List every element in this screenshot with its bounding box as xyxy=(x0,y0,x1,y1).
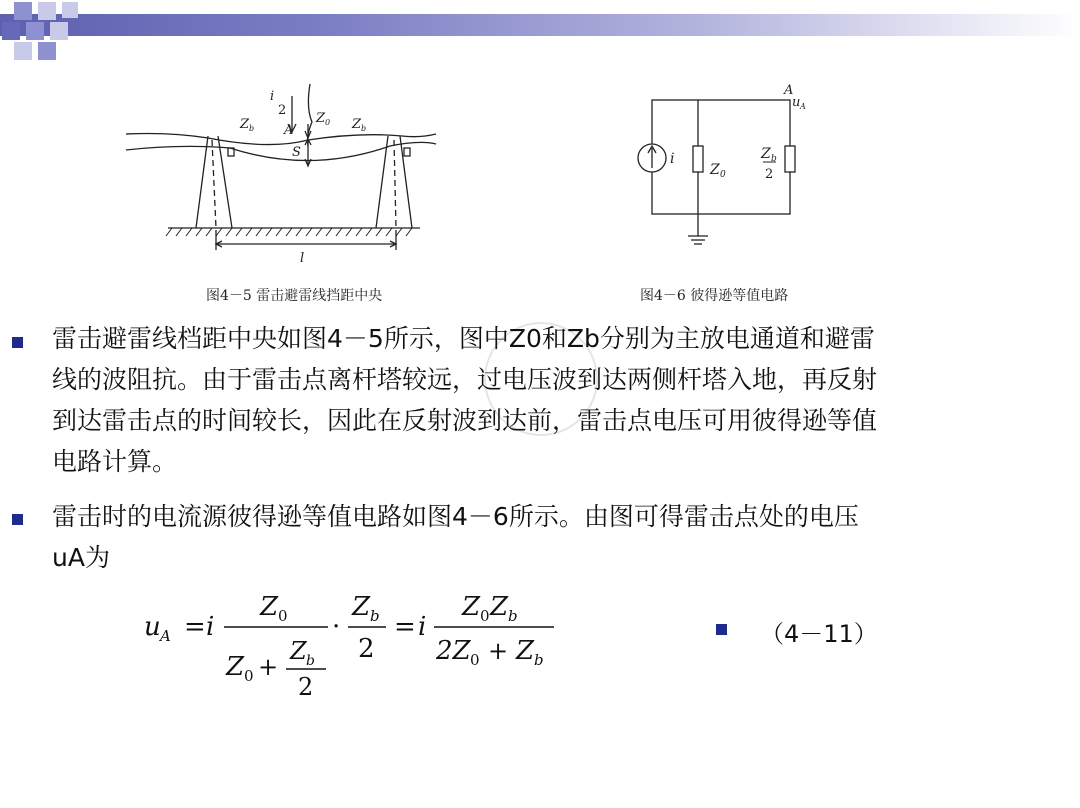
eq-f2-den: 2 xyxy=(358,634,375,664)
paragraph-1-line: 雷击避雷线档距中央如图4－5所示，图中Z0和Zb分别为主放电通道和避雷 xyxy=(52,324,875,353)
circuit-label-two: 2 xyxy=(765,167,774,182)
eq-f3-num-a-sub: 0 xyxy=(480,607,490,625)
eq-f1-den-b: Z xyxy=(290,637,307,665)
header-square xyxy=(38,42,56,60)
label-s: S xyxy=(292,145,301,160)
circuit-label-z0-sub: 0 xyxy=(720,170,726,180)
header-square xyxy=(2,22,20,40)
bullet-2 xyxy=(12,514,23,525)
eq-f3-den-a-sub: 0 xyxy=(470,651,480,669)
figure-right-caption: 图4－6 彼得逊等值电路 xyxy=(640,288,789,304)
eq-equals-1: = xyxy=(184,612,206,642)
eq-f1-num: Z xyxy=(260,592,279,622)
equation-4-11 xyxy=(140,585,580,705)
eq-i-1: i xyxy=(206,612,215,642)
header-bar xyxy=(0,14,1080,36)
paragraph-1-line: 到达雷击点的时间较长，因此在反射波到达前，雷击点电压可用彼得逊等值 xyxy=(52,406,878,435)
eq-f1-den-b-sub: b xyxy=(306,653,315,669)
paragraph-1-line: 线的波阻抗。由于雷击点离杆塔较远，过电压波到达两侧杆塔入地，再反射 xyxy=(52,365,878,394)
eq-f3-den-b: Z xyxy=(516,636,535,666)
header-square xyxy=(14,2,32,20)
label-zb-right-sub: b xyxy=(361,124,367,133)
circuit-label-ua: u xyxy=(792,95,801,110)
label-i-half-den: 2 xyxy=(278,103,287,118)
eq-dot: · xyxy=(332,612,341,642)
circuit-label-zb-sub: b xyxy=(771,154,777,164)
paragraph-2-line: 雷击时的电流源彼得逊等值电路如图4－6所示。由图可得雷击点处的电压 xyxy=(52,502,859,531)
label-zb-right: Z xyxy=(352,117,362,132)
equation-number: （4－11） xyxy=(760,620,878,648)
header-square xyxy=(38,2,56,20)
eq-f2-num: Z xyxy=(352,592,371,622)
label-z0-sub: 0 xyxy=(325,118,331,127)
eq-f3-plus: + xyxy=(488,637,509,665)
eq-f1-den-a: Z xyxy=(226,652,245,682)
label-zb-left-sub: b xyxy=(249,124,255,133)
bullet-1 xyxy=(12,337,23,348)
circuit-label-zb: Z xyxy=(761,146,771,162)
label-i-half: i xyxy=(270,89,275,104)
header-square xyxy=(14,42,32,60)
circuit-label-i: i xyxy=(670,151,675,167)
eq-f1-den-a-sub: 0 xyxy=(244,667,254,685)
eq-f3-num-b-sub: b xyxy=(508,607,518,625)
eq-i-2: i xyxy=(418,612,427,642)
paragraph-1-line: 电路计算。 xyxy=(52,447,178,476)
circuit-label-a: A xyxy=(784,83,794,98)
label-z0: Z xyxy=(316,111,326,126)
header-square xyxy=(62,2,78,18)
figure-petersen-circuit xyxy=(620,78,840,258)
header-square xyxy=(50,22,68,40)
eq-f1-den-b-den: 2 xyxy=(298,673,314,701)
circuit-label-ua-sub: A xyxy=(800,102,806,111)
eq-u: u xyxy=(144,612,161,642)
paragraph-2 xyxy=(52,496,859,578)
eq-f2-num-sub: b xyxy=(370,607,380,625)
header-square xyxy=(26,22,44,40)
eq-f3-num-a: Z xyxy=(462,592,481,622)
bullet-3 xyxy=(716,624,727,635)
eq-f1-plus: + xyxy=(258,653,279,681)
label-l: l xyxy=(300,251,305,266)
circuit-label-z0: Z xyxy=(710,162,720,178)
label-zb-left: Z xyxy=(240,117,250,132)
eq-f3-num-b: Z xyxy=(490,592,509,622)
eq-u-sub: A xyxy=(160,627,171,645)
paragraph-1 xyxy=(52,318,877,482)
figure-lightning-span xyxy=(120,78,440,278)
eq-f3-den-a: 2Z xyxy=(436,636,471,666)
eq-f1-num-sub: 0 xyxy=(278,607,288,625)
label-point-a: A xyxy=(284,123,294,138)
figure-left-caption: 图4－5 雷击避雷线挡距中央 xyxy=(206,288,383,304)
eq-f3-den-b-sub: b xyxy=(534,651,544,669)
eq-equals-2: = xyxy=(394,612,416,642)
paragraph-2-line: uA为 xyxy=(52,543,110,572)
